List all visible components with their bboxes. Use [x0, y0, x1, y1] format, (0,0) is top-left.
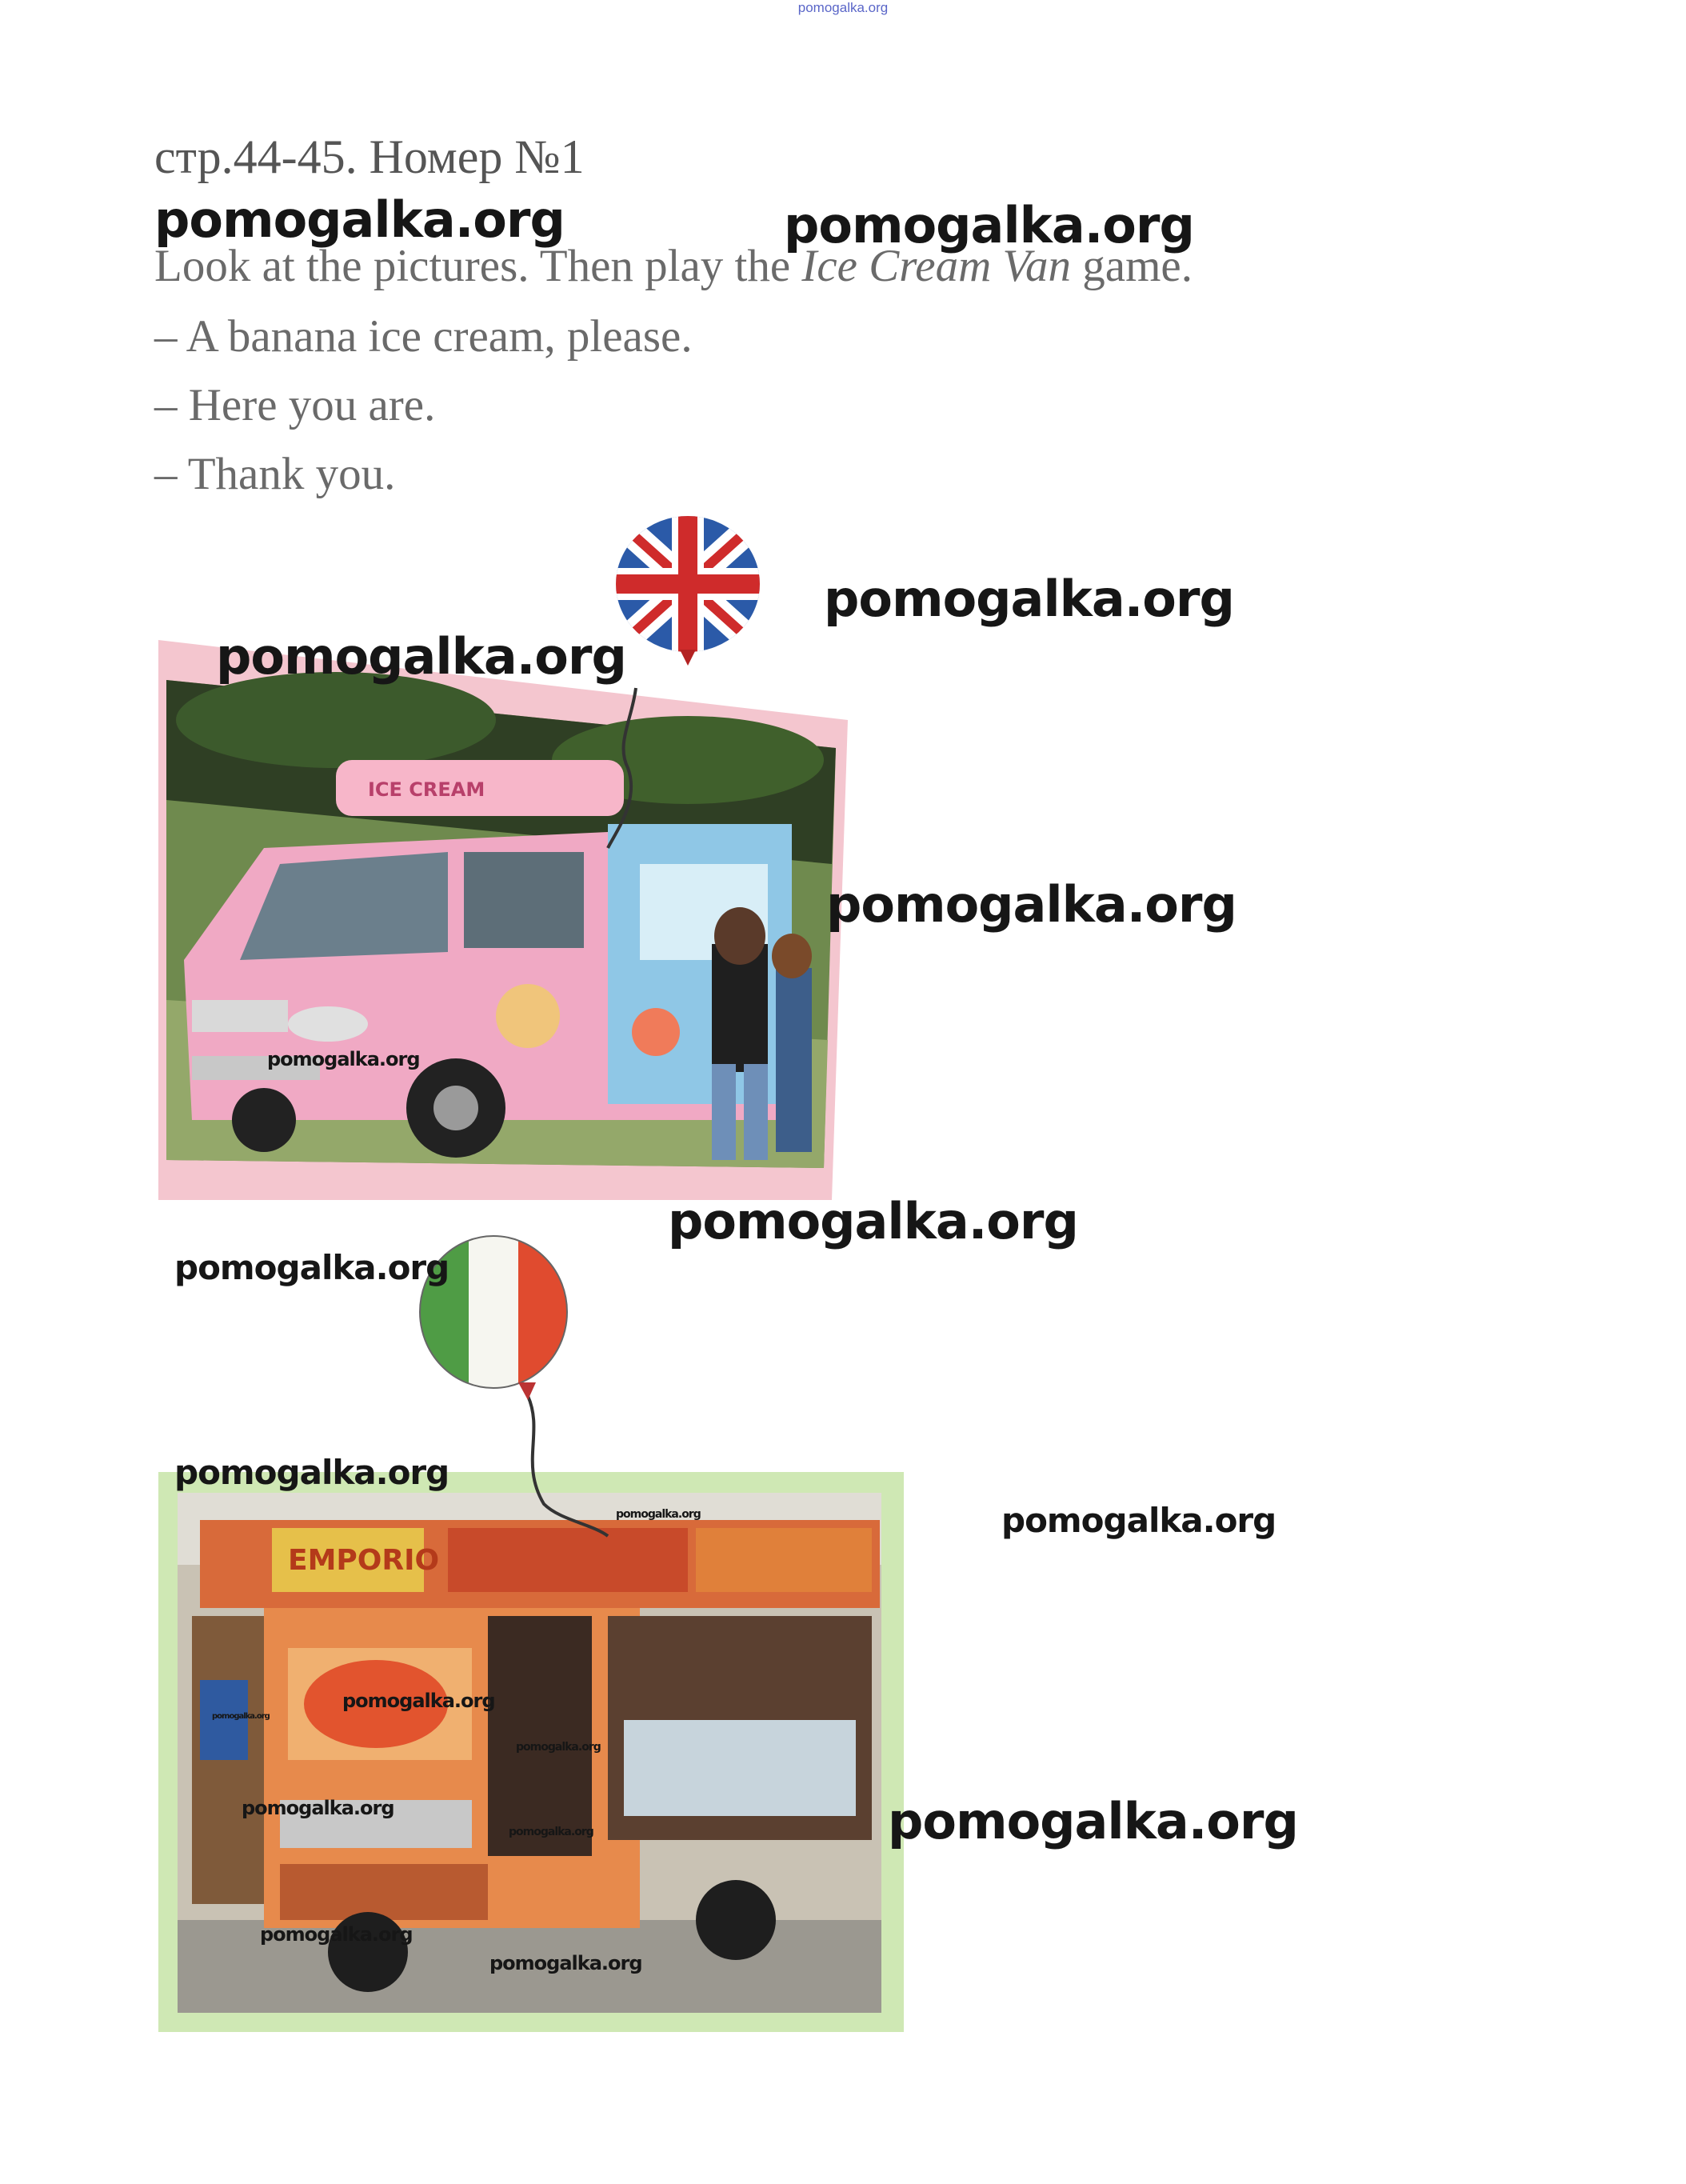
watermark-15[interactable]: pomogalka.org [616, 1508, 701, 1521]
dialogue-line-1: – A banana ice cream, please. [154, 311, 693, 362]
watermark-18[interactable]: pomogalka.org [212, 1712, 270, 1721]
watermark-13[interactable]: pomogalka.org [342, 1690, 495, 1712]
watermark-12[interactable]: pomogalka.org [242, 1797, 394, 1819]
watermark-9[interactable]: pomogalka.org [174, 1453, 449, 1492]
page-title: стр.44-45. Номер №1 [154, 130, 585, 183]
watermark-4[interactable]: pomogalka.org [216, 627, 626, 686]
watermark-3[interactable]: pomogalka.org [824, 570, 1234, 628]
watermark-17[interactable]: pomogalka.org [509, 1826, 593, 1838]
instruction-text-after: game. [1071, 241, 1193, 291]
watermark-14[interactable]: pomogalka.org [260, 1923, 413, 1946]
watermark-19[interactable]: pomogalka.org [489, 1952, 642, 1974]
instruction-text-before: Look at the pictures. Then play the [154, 241, 802, 291]
svg-text:EMPORIO: EMPORIO [288, 1544, 440, 1577]
watermark-8[interactable]: pomogalka.org [174, 1248, 449, 1287]
van1-photo [158, 512, 848, 1200]
watermark-16[interactable]: pomogalka.org [516, 1741, 601, 1754]
watermark-2[interactable]: pomogalka.org [784, 196, 1194, 254]
dialogue-line-2: – Here you are. [154, 380, 436, 430]
watermark-7[interactable]: pomogalka.org [888, 1792, 1298, 1850]
svg-text:ICE CREAM: ICE CREAM [368, 778, 485, 801]
watermark-6[interactable]: pomogalka.org [668, 1192, 1078, 1250]
instruction-game-name: Ice Cream Van [801, 241, 1072, 291]
watermark-11[interactable]: pomogalka.org [267, 1048, 420, 1070]
van2-photo [158, 1232, 904, 2032]
header-site-mark[interactable]: pomogalka.org [797, 0, 889, 15]
dialogue-line-3: – Thank you. [154, 449, 396, 499]
van1-children [712, 907, 812, 1160]
watermark-1[interactable]: pomogalka.org [154, 190, 565, 249]
watermark-5[interactable]: pomogalka.org [826, 875, 1237, 934]
watermark-10[interactable]: pomogalka.org [1001, 1501, 1276, 1540]
